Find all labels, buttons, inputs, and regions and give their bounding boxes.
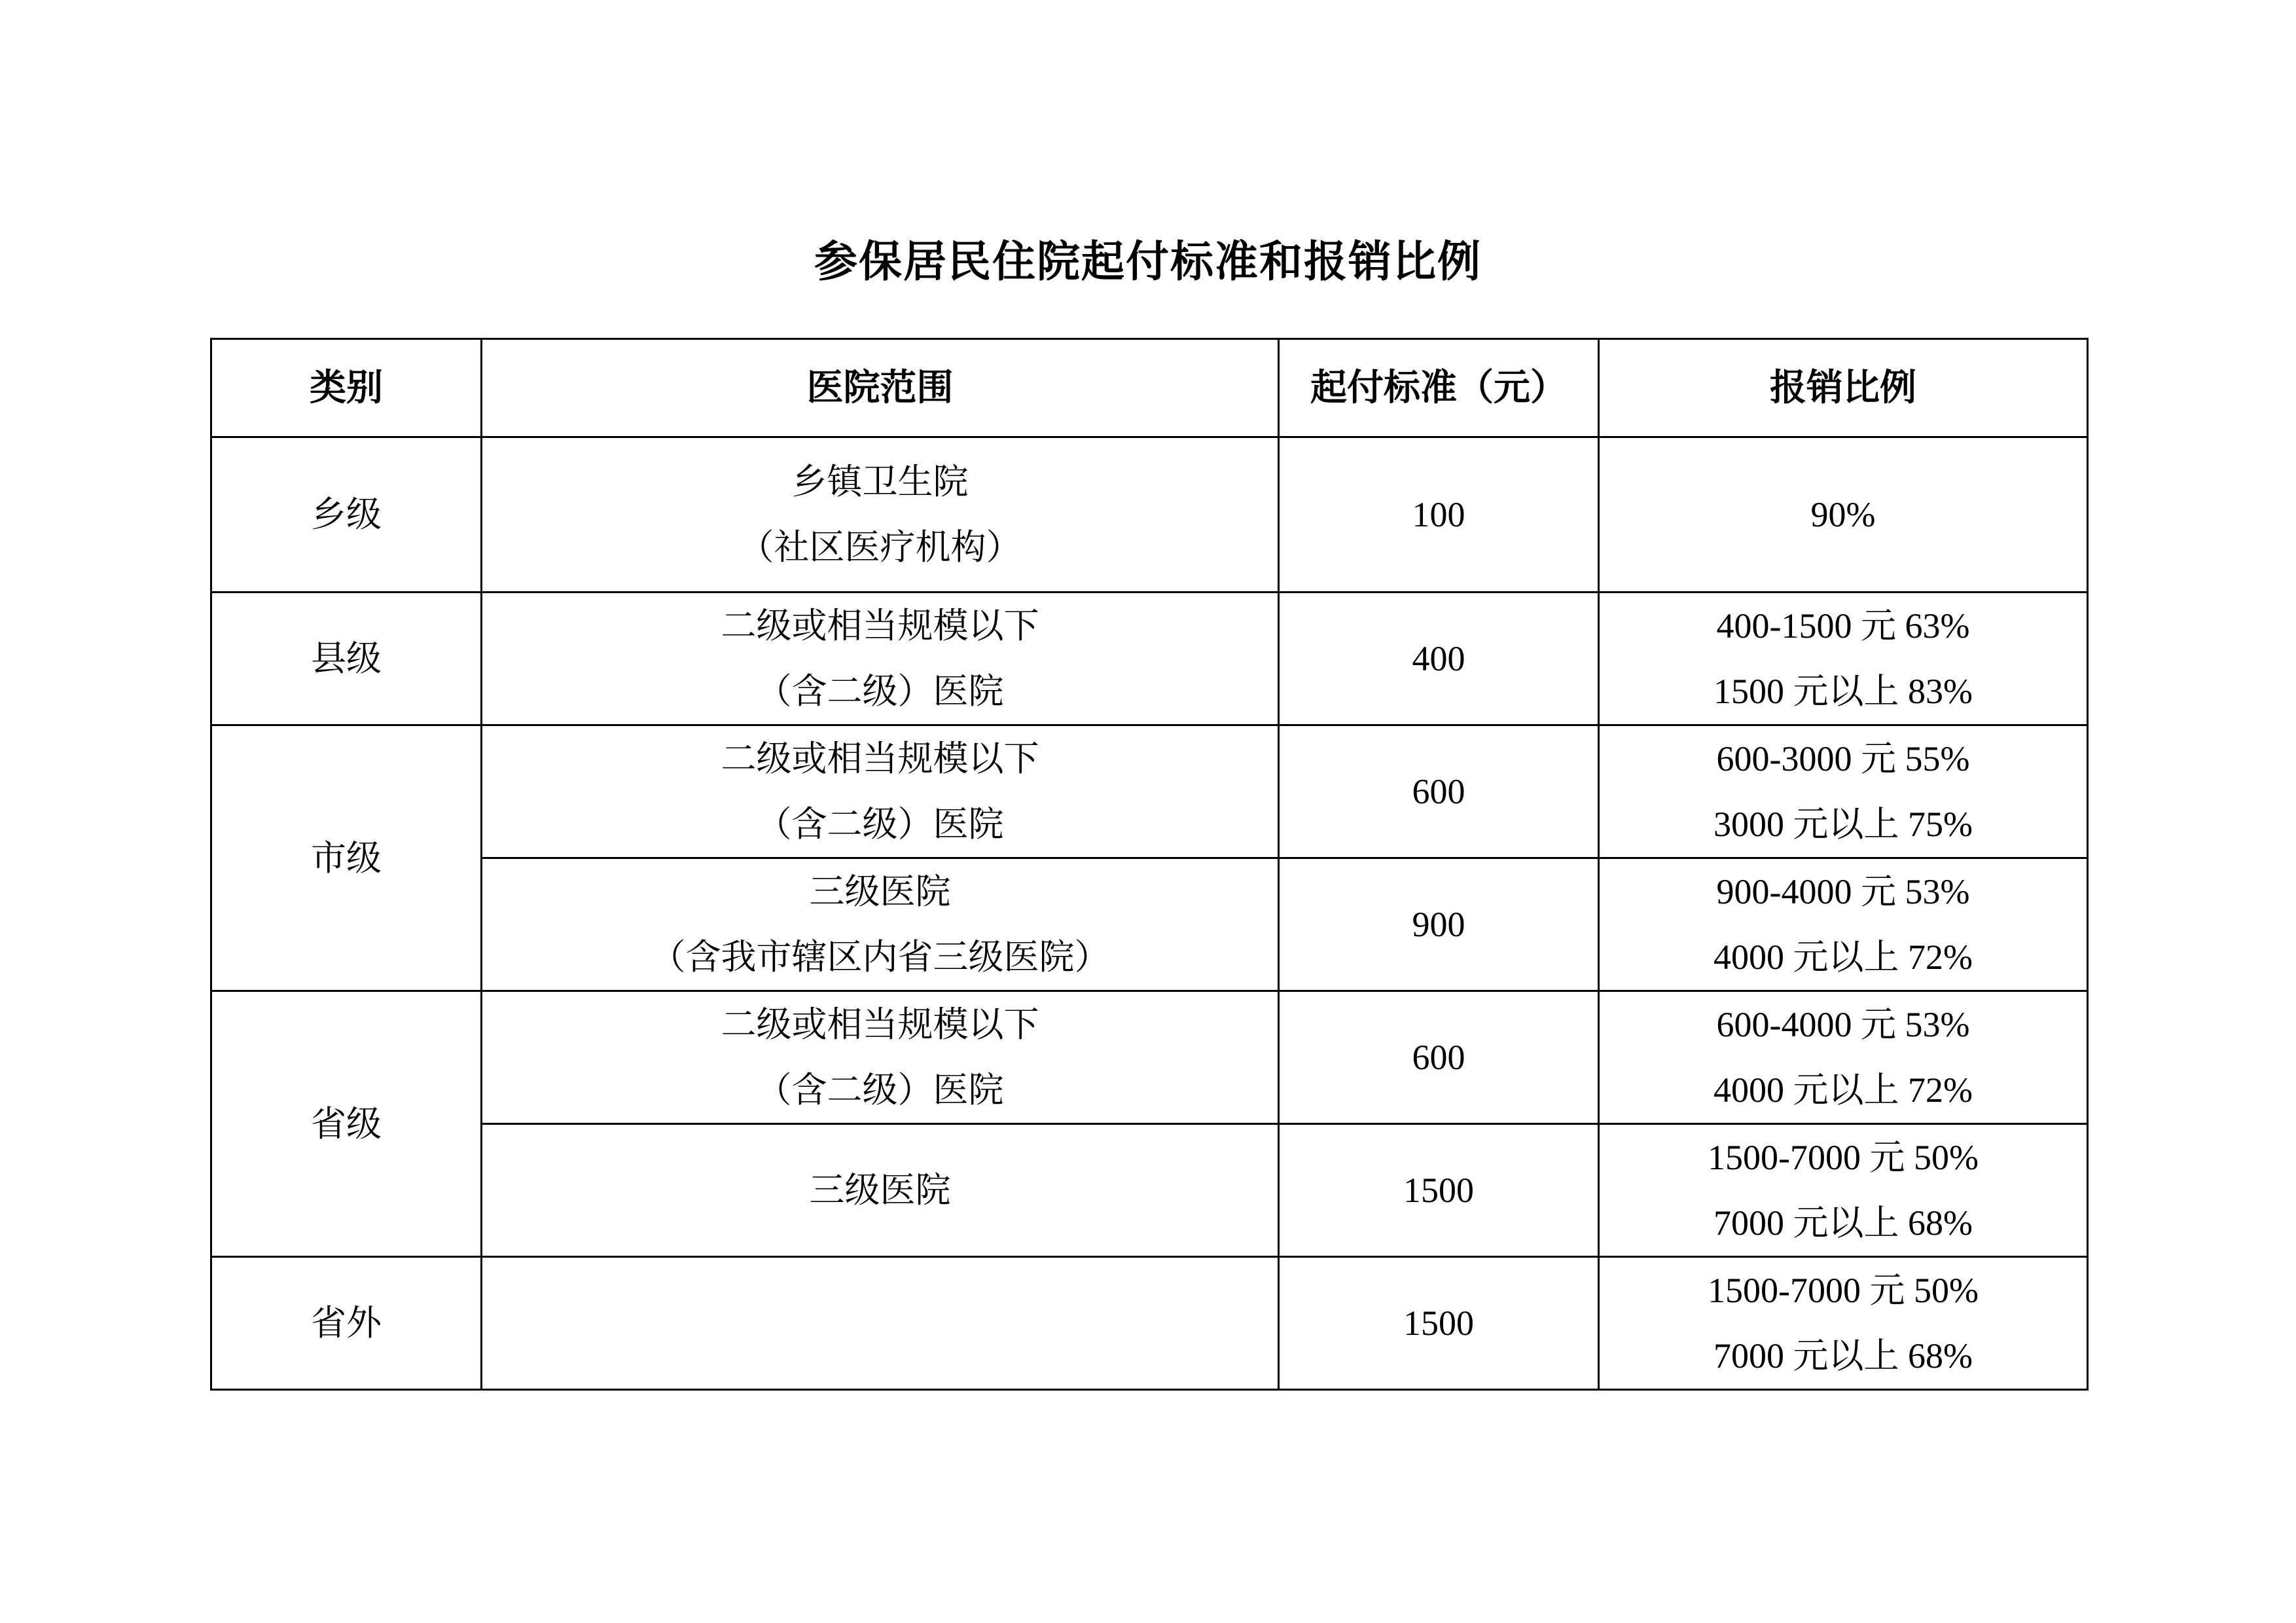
deductible-cell: 400 [1279, 593, 1599, 725]
scope-line-2: （含二级）医院 [756, 1069, 1004, 1110]
reimbursement-cell [1599, 991, 2088, 1124]
scope-line-2: （含二级）医院 [756, 803, 1004, 845]
hospital-scope-cell [482, 858, 1279, 991]
deductible-cell: 900 [1279, 858, 1599, 991]
hospital-scope-cell [482, 437, 1279, 593]
ratio-line-2: 7000 元以上 68% [1713, 1336, 1973, 1376]
scope-line-2: （含我市辖区内省三级医院） [650, 936, 1110, 977]
deductible-cell: 600 [1279, 725, 1599, 858]
table-row [211, 1124, 2088, 1257]
scope-line-1: 三级医院 [809, 1169, 951, 1211]
scope-line-1: 乡镇卫生院 [791, 461, 969, 502]
ratio-line-2: 3000 元以上 75% [1713, 805, 1973, 844]
reimbursement-cell [1599, 725, 2088, 858]
header-category: 类别 [211, 339, 482, 437]
reimbursement-cell [1599, 1124, 2088, 1257]
category-cell: 县级 [211, 593, 482, 725]
deductible-cell: 1500 [1279, 1124, 1599, 1257]
scope-line-2: （社区医疗机构） [738, 526, 1022, 568]
ratio-line-2: 7000 元以上 68% [1713, 1203, 1973, 1243]
category-cell: 乡级 [211, 437, 482, 593]
table-row [211, 1257, 2088, 1390]
document-title: 参保居民住院起付标准和报销比例 [814, 236, 1482, 287]
reimbursement-cell [1599, 858, 2088, 991]
scope-line-1: 三级医院 [809, 871, 951, 912]
ratio-line-2: 4000 元以上 72% [1713, 1070, 1973, 1110]
scope-line-1: 二级或相当规模以下 [721, 1004, 1039, 1045]
header-hospital-scope: 医院范围 [482, 339, 1279, 437]
table-row [211, 593, 2088, 725]
ratio-line-1: 90% [1810, 495, 1876, 534]
category-cell: 省外 [211, 1257, 482, 1390]
deductible-cell: 1500 [1279, 1257, 1599, 1390]
ratio-line-1: 600-3000 元 55% [1716, 739, 1970, 778]
header-reimbursement: 报销比例 [1599, 339, 2088, 437]
category-cell: 市级 [211, 725, 482, 991]
table-row [211, 991, 2088, 1124]
hospital-scope-cell [482, 991, 1279, 1124]
hospital-scope-cell [482, 1124, 1279, 1257]
deductible-cell: 600 [1279, 991, 1599, 1124]
scope-line-1: 二级或相当规模以下 [721, 605, 1039, 646]
table-row [211, 437, 2088, 593]
reimbursement-table [210, 338, 2089, 1391]
ratio-line-2: 1500 元以上 83% [1713, 672, 1973, 711]
category-cell: 省级 [211, 991, 482, 1257]
ratio-line-2: 4000 元以上 72% [1713, 938, 1973, 977]
table-row [211, 725, 2088, 858]
table-header-row [211, 339, 2088, 437]
hospital-scope-cell [482, 593, 1279, 725]
reimbursement-cell [1599, 593, 2088, 725]
reimbursement-cell [1599, 437, 2088, 593]
ratio-line-1: 600-4000 元 53% [1716, 1005, 1970, 1044]
header-deductible: 起付标准（元） [1279, 339, 1599, 437]
reimbursement-cell [1599, 1257, 2088, 1390]
hospital-scope-cell [482, 1257, 1279, 1390]
ratio-line-1: 900-4000 元 53% [1716, 872, 1970, 911]
hospital-scope-cell [482, 725, 1279, 858]
ratio-line-1: 1500-7000 元 50% [1708, 1271, 1979, 1310]
deductible-cell: 100 [1279, 437, 1599, 593]
ratio-line-1: 400-1500 元 63% [1716, 606, 1970, 646]
scope-line-1: 二级或相当规模以下 [721, 738, 1039, 779]
scope-line-2: （含二级）医院 [756, 670, 1004, 712]
ratio-line-1: 1500-7000 元 50% [1708, 1138, 1979, 1177]
table-row [211, 858, 2088, 991]
